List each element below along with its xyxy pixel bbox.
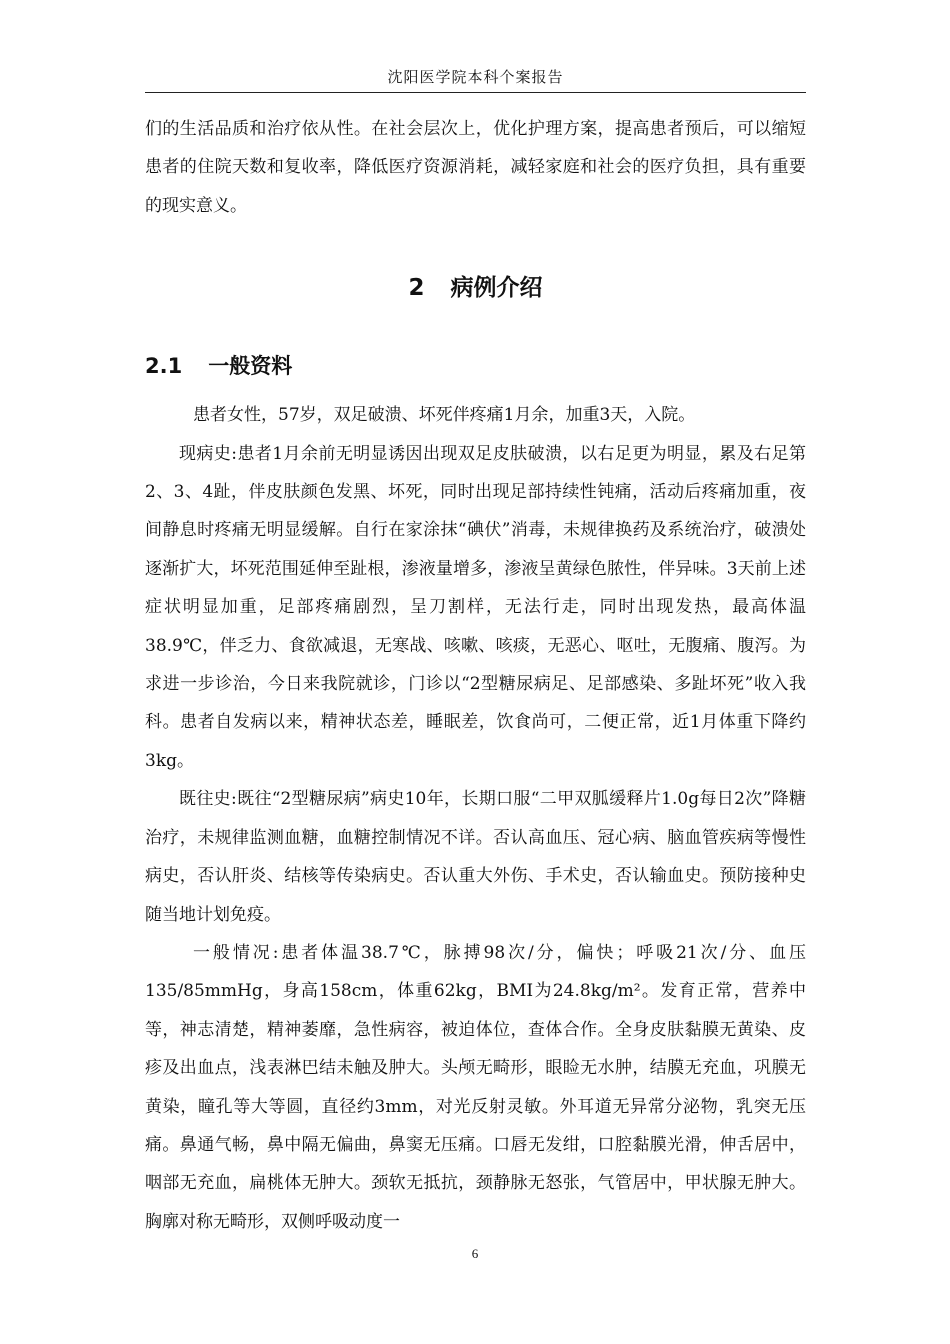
present-illness-paragraph: 现病史:患者1月余前无明显诱因出现双足皮肤破溃，以右足更为明显，累及右足第2、3、4趾，伴皮肤颜色发黑、坏死，同时出现足部持续性钝痛，活动后疼痛加重，夜间静息时疼痛无明显缓解。自行在家涂抹“碘伏”消毒，未规律换药及系统治疗，破溃处逐渐扩大，坏死范围延伸至趾根，渗液量增多，渗液呈黄绿色脓性，伴异味。3天前上述症状明显加重，足部疼痛剧烈，呈刀割样，无法行走，同时出现发热，最高体温38.9℃，伴乏力、食欲减退，无寒战、咳嗽、咳痰，无恶心、呕吐，无腹痛、腹泻。为求进一步诊治，今日来我院就诊，门诊以“2型糖尿病足、足部感染、多趾坏死”收入我科。患者自发病以来，精神状态差，睡眠差，饮食尚可，二便正常，近1月体重下降约3kg。	[145, 443, 806, 771]
page-header	[145, 64, 806, 93]
chapter-heading	[145, 262, 806, 314]
patient-summary-paragraph: 患者女性，57岁，双足破溃、坏死伴疼痛1月余，加重3天，入院。	[193, 405, 696, 426]
section-number: 2.1	[145, 354, 183, 379]
section-title: 一般资料	[208, 354, 293, 379]
section-heading	[145, 346, 806, 386]
chapter-number: 2	[408, 275, 425, 302]
chapter-title: 病例介绍	[450, 275, 543, 302]
page-number: 6	[471, 1246, 479, 1261]
intro-paragraph: 们的生活品质和治疗依从性。在社会层次上，优化护理方案，提高患者预后，可以缩短患者的住院天数和复收率，降低医疗资源消耗，减轻家庭和社会的医疗负担，具有重要的现实意义。	[145, 119, 806, 216]
general-condition-paragraph: 一般情况:患者体温38.7℃，脉搏98次/分，偏快；呼吸21次/分、血压135/85mmHg，身高158cm，体重62kg，BMI为24.8kg/m²。发育正常，营养中等，神志清楚，精神萎靡，急性病容，被迫体位，查体合作。全身皮肤黏膜无黄染、皮疹及出血点，浅表淋巴结未触及肿大。头颅无畸形，眼睑无水肿，结膜无充血，巩膜无黄染，瞳孔等大等圆，直径约3mm，对光反射灵敏。外耳道无异常分泌物，乳突无压痛。鼻通气畅，鼻中隔无偏曲，鼻窦无压痛。口唇无发绀，口腔黏膜光滑，伸舌居中，咽部无充血，扁桃体无肿大。颈软无抵抗，颈静脉无怒张，气管居中，甲状腺无肿大。胸廓对称无畸形，双侧呼吸动度一	[145, 942, 806, 1232]
past-history-paragraph: 既往史:既往“2型糖尿病”病史10年，长期口服“二甲双胍缓释片1.0g每日2次”降糖治疗，未规律监测血糖，血糖控制情况不详。否认高血压、冠心病、脑血管疾病等慢性病史，否认肝炎、结核等传染病史。否认重大外伤、手术史，否认输血史。预防接种史随当地计划免疫。	[145, 789, 806, 925]
header-title: 沈阳医学院本科个案报告	[387, 68, 564, 86]
document-body	[145, 110, 806, 1241]
